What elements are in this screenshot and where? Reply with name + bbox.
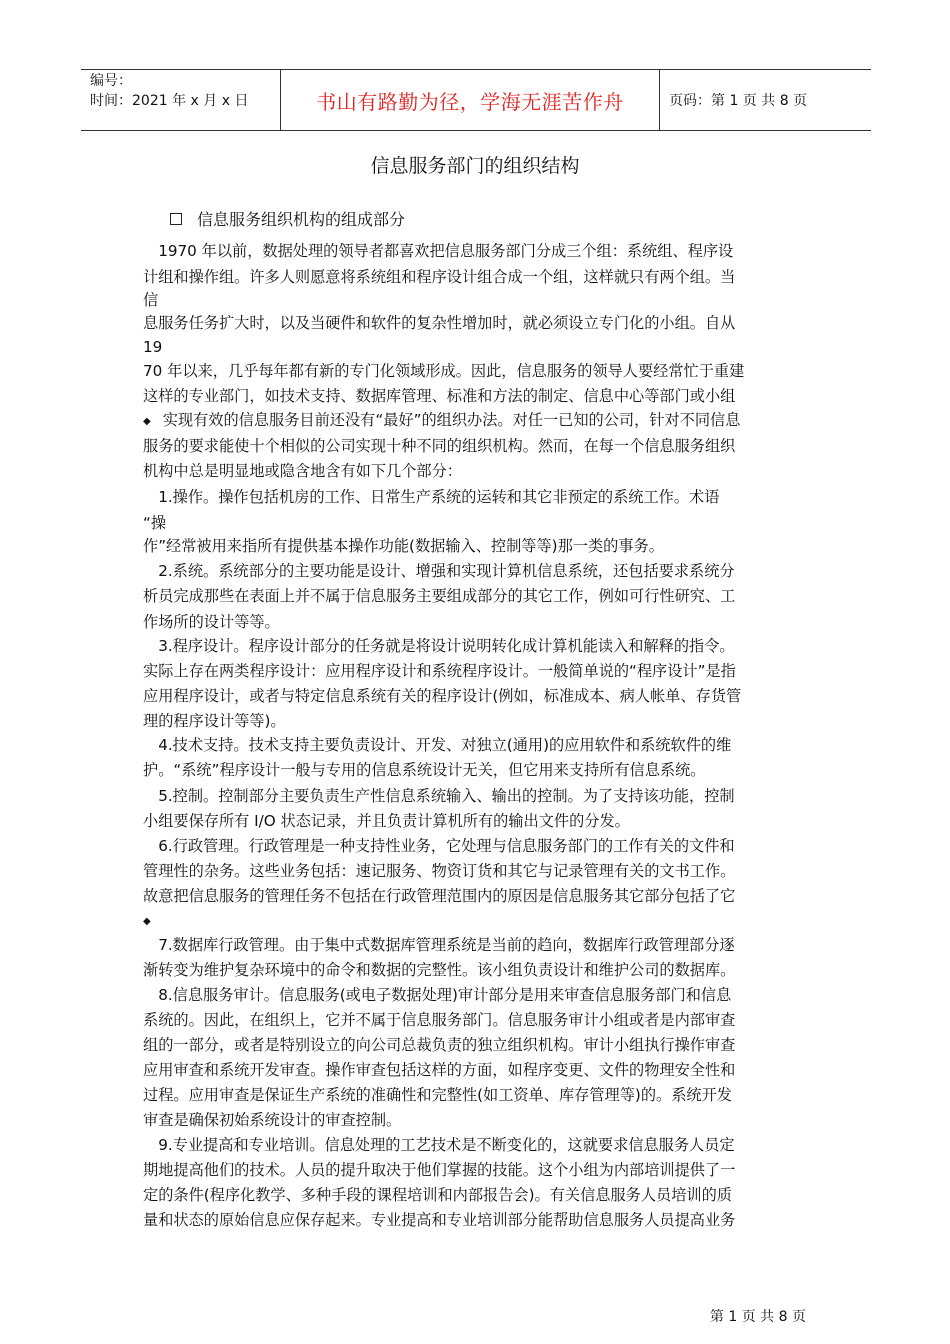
checkbox-icon <box>170 213 182 225</box>
header-meta-cell <box>81 70 281 130</box>
page-footer: 第 1 页 共 8 页 <box>709 1309 806 1325</box>
body-line <box>143 886 735 906</box>
body-line-text: 实际上存在两类程序设计：应用程序设计和系统程序设计。一般简单说的“程序设计”是指 <box>143 662 736 680</box>
body-line-text: 析员完成那些在表面上并不属于信息服务主要组成部分的其它工作，例如可行性研究、工 <box>143 587 736 605</box>
body-line-text: 1970 年以前，数据处理的领导者都喜欢把信息服务部门分成三个组：系统组、程序设 <box>143 242 734 260</box>
body-line-text: 1.操作。操作包括机房的工作、日常生产系统的运转和其它非预定的系统工作。术语 <box>143 488 720 506</box>
body-line <box>143 1135 735 1155</box>
body-line-text: 息服务任务扩大时，以及当硬件和软件的复杂性增加时，就必须设立专门化的小组。自从 <box>143 314 736 332</box>
body-line-text: 作”经常被用来指所有提供基本操作功能(数据输入、控制等等)那一类的事务。 <box>143 537 664 555</box>
body-line-text: 19 <box>143 338 163 356</box>
body-line-text: 渐转变为维护复杂环境中的命令和数据的完整性。该小组负责设计和维护公司的数据库。 <box>143 961 736 979</box>
bullet-icon: ◆ <box>143 916 151 927</box>
section-heading <box>170 207 405 230</box>
body-line <box>143 636 735 656</box>
body-line <box>143 513 166 533</box>
body-line <box>143 910 163 933</box>
body-line-text: 6.行政管理。行政管理是一种支持性业务，它处理与信息服务部门的工作有关的文件和 <box>143 837 735 855</box>
body-line <box>143 661 736 681</box>
body-line-text: “操 <box>143 514 167 532</box>
body-line <box>143 361 744 381</box>
body-line-text: 期地提高他们的技术。人员的提升取决于他们掌握的技能。这个小组为内部培训提供了一 <box>143 1161 736 1179</box>
body-line <box>143 241 733 261</box>
body-line-text: 5.控制。控制部分主要负责生产性信息系统输入、输出的控制。为了支持该功能，控制 <box>143 787 735 805</box>
body-line <box>143 313 735 333</box>
header-motto: 书山有路勤为径，学海无涯苦作舟 <box>281 70 660 130</box>
body-line <box>143 786 735 806</box>
page-header <box>81 69 871 131</box>
body-line <box>143 1110 401 1130</box>
document-title: 信息服务部门的组织结构 <box>370 155 580 177</box>
body-line <box>143 735 731 755</box>
body-line-text: 3.程序设计。程序设计部分的任务就是将设计说明转化成计算机能读入和解释的指令。 <box>143 637 735 655</box>
body-line-text: 故意把信息服务的管理任务不包括在行政管理范围内的原因是信息服务其它部分包括了它 <box>143 887 736 905</box>
header-page-number: 页码：第 1 页 共 8 页 <box>669 93 808 109</box>
body-line <box>143 561 735 581</box>
body-line <box>143 711 286 731</box>
body-line-text: 系统的。因此，在组织上，它并不属于信息服务部门。信息服务审计小组或者是内部审查 <box>143 1011 736 1029</box>
body-line <box>143 686 741 706</box>
body-line <box>143 290 158 310</box>
body-line-text: 应用审查和系统开发审查。操作审查包括这样的方面，如程序变更、文件的物理安全性和 <box>143 1061 736 1079</box>
body-line-text: 70 年以来，几乎每年都有新的专门化领域形成。因此，信息服务的领导人要经常忙于重建 <box>143 362 745 380</box>
document-time-label: 时间：2021 年 x 月 x 日 <box>90 93 249 109</box>
body-line <box>143 337 162 357</box>
body-line-text: 4.技术支持。技术支持主要负责设计、开发、对独立(通用)的应用软件和系统软件的维 <box>143 736 732 754</box>
body-line-text: 信 <box>143 291 159 309</box>
body-line-text: 小组要保存所有 I/O 状态记录，并且负责计算机所有的输出文件的分发。 <box>143 812 630 830</box>
body-line <box>143 586 735 606</box>
body-line <box>143 1010 735 1030</box>
body-line-text: 审查是确保初始系统设计的审查控制。 <box>143 1111 402 1129</box>
body-line <box>143 1185 732 1205</box>
body-line <box>143 461 462 481</box>
body-line-text: 实现有效的信息服务目前还没有“最好”的组织办法。对任一已知的公司，针对不同信息 <box>162 411 741 429</box>
body-line <box>143 487 719 507</box>
body-line-text: 护。“系统”程序设计一般与专用的信息系统设计无关，但它用来支持所有信息系统。 <box>143 761 706 779</box>
body-line <box>143 267 735 287</box>
body-line-text: 服务的要求能使十个相似的公司实现十种不同的组织机构。然而，在每一个信息服务组织 <box>143 437 736 455</box>
body-line <box>143 985 731 1005</box>
body-line <box>143 1085 732 1105</box>
body-line-text: 应用程序设计，或者与特定信息系统有关的程序设计(例如，标准成本、病人帐单、存货管 <box>143 687 742 705</box>
body-line-text: 机构中总是明显地或隐含地含有如下几个部分： <box>143 462 462 480</box>
body-line-text: 7.数据库行政管理。由于集中式数据库管理系统是当前的趋向，数据库行政管理部分逐 <box>143 936 735 954</box>
body-line <box>143 612 280 632</box>
body-line <box>143 536 664 556</box>
body-line <box>143 861 735 881</box>
body-line-text: 量和状态的原始信息应保存起来。专业提高和专业培训部分能帮助信息服务人员提高业务 <box>143 1211 736 1229</box>
body-line <box>143 836 735 856</box>
body-line-text: 定的条件(程序化教学、多种手段的课程培训和内部报告会)。有关信息服务人员培训的质 <box>143 1186 732 1204</box>
body-line <box>143 1160 735 1180</box>
bullet-icon: ◆ <box>143 416 151 427</box>
body-line-text: 8.信息服务审计。信息服务(或电子数据处理)审计部分是用来审查信息服务部门和信息 <box>143 986 732 1004</box>
body-line-text: 管理性的杂务。这些业务包括：速记服务、物资订货和其它与记录管理有关的文书工作。 <box>143 862 736 880</box>
body-line <box>143 1035 735 1055</box>
section-heading-text: 信息服务组织机构的组成部分 <box>197 210 406 229</box>
body-line <box>143 386 735 406</box>
body-line-text: 组的一部分，或者是特别设立的向公司总裁负责的独立组织机构。审计小组执行操作审查 <box>143 1036 736 1054</box>
body-line <box>143 760 706 780</box>
body-line-text: 这样的专业部门，如技术支持、数据库管理、标准和方法的制定、信息中心等部门或小组 <box>143 387 736 405</box>
document-number-label: 编号： <box>90 73 132 89</box>
body-line-text: 9.专业提高和专业培训。信息处理的工艺技术是不断变化的，这就要求信息服务人员定 <box>143 1136 735 1154</box>
body-line <box>143 811 630 831</box>
body-line-text: 过程。应用审查是保证生产系统的准确性和完整性(如工资单、库存管理等)的。系统开发 <box>143 1086 732 1104</box>
body-line-text: 作场所的设计等等。 <box>143 613 280 631</box>
body-line <box>143 436 735 456</box>
body-line-text: 计组和操作组。许多人则愿意将系统组和程序设计组合成一个组，这样就只有两个组。当 <box>143 268 736 286</box>
body-line <box>143 410 740 433</box>
body-line <box>143 960 735 980</box>
body-line <box>143 1060 735 1080</box>
body-line-text: 2.系统。系统部分的主要功能是设计、增强和实现计算机信息系统，还包括要求系统分 <box>143 562 735 580</box>
body-line-text: 理的程序设计等等)。 <box>143 712 286 730</box>
body-line <box>143 1210 735 1230</box>
body-line <box>143 935 735 955</box>
